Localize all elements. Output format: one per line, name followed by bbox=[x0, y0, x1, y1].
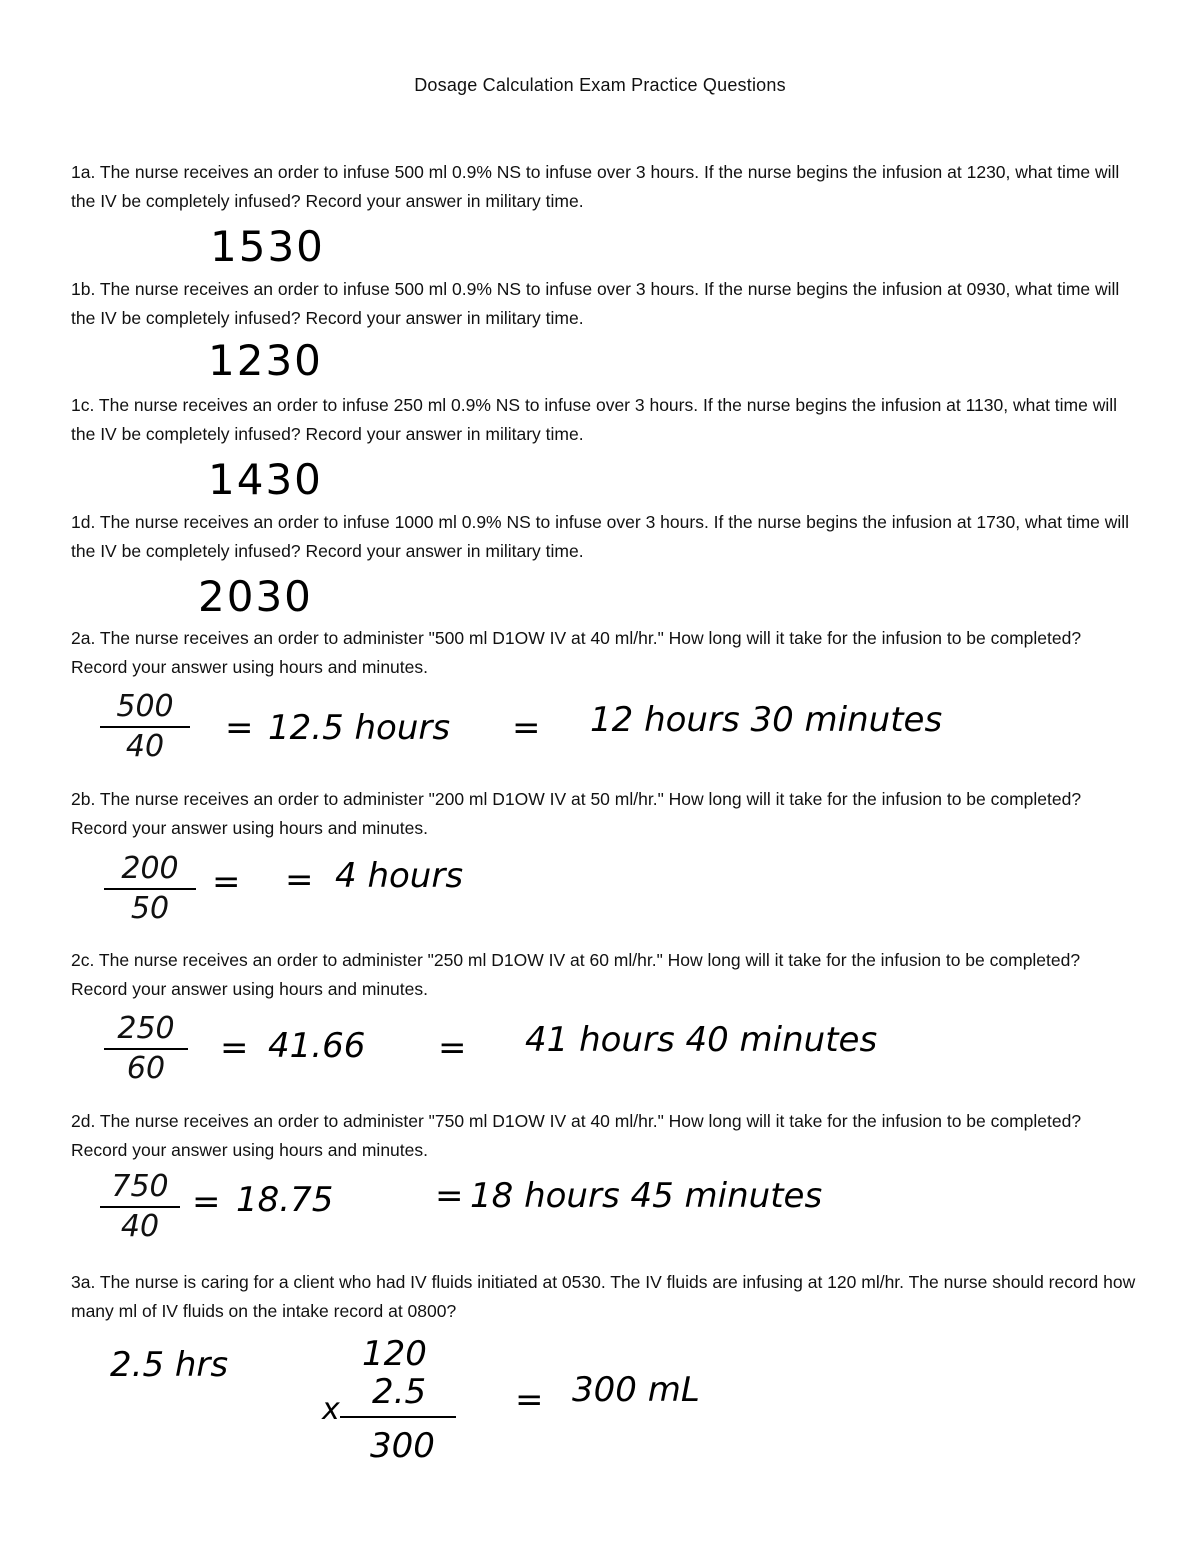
question-2a: 2a. The nurse receives an order to administer "500 ml D1OW IV at 40 ml/hr." How long will it take for the infusion to be completed? Record your answer using hours and minutes. bbox=[71, 628, 1082, 677]
result-2d: 18.75 bbox=[236, 1180, 334, 1220]
numerator: 500 bbox=[116, 689, 174, 724]
fraction-bar bbox=[104, 1048, 188, 1050]
denominator: 50 bbox=[130, 891, 170, 926]
answer-1c: 1430 bbox=[208, 455, 323, 504]
question-1a: 1a. The nurse receives an order to infuse 500 ml 0.9% NS to infuse over 3 hours. If the nurse begins the infusion at 1230, what time will the IV be completely infused? Record your answer in military time. bbox=[71, 162, 1120, 211]
question-1c: 1c. The nurse receives an order to infuse 250 ml 0.9% NS to infuse over 3 hours. If the nurse begins the infusion at 1130, what time will the IV be completely infused? Record your answer in military time. bbox=[71, 395, 1118, 444]
answer-1b: 1230 bbox=[208, 336, 323, 385]
equals-sign: = bbox=[515, 1380, 544, 1420]
fraction-2c bbox=[104, 1012, 188, 1086]
fraction-bar bbox=[104, 888, 196, 890]
fraction-2b bbox=[104, 852, 196, 926]
final-3a: 300 mL bbox=[572, 1370, 700, 1410]
final-2a: 12 hours 30 minutes bbox=[590, 700, 943, 740]
question-2d: 2d. The nurse receives an order to administer "750 ml D1OW IV at 40 ml/hr." How long will it take for the infusion to be completed? Record your answer using hours and minutes. bbox=[71, 1111, 1082, 1160]
numerator: 250 bbox=[117, 1011, 175, 1046]
equals-sign: = bbox=[220, 1028, 249, 1068]
result-2a: 12.5 hours bbox=[268, 708, 451, 748]
denominator: 40 bbox=[125, 729, 165, 764]
numerator: 750 bbox=[111, 1169, 169, 1204]
denominator: 60 bbox=[126, 1051, 166, 1086]
times-sign: x bbox=[322, 1392, 340, 1427]
question-2c: 2c. The nurse receives an order to administer "250 ml D1OW IV at 60 ml/hr." How long will it take for the infusion to be completed? Record your answer using hours and minutes. bbox=[71, 950, 1081, 999]
equals-sign: = bbox=[435, 1176, 464, 1216]
multiplier-3a: 2.5 bbox=[372, 1372, 427, 1412]
final-2b: 4 hours bbox=[335, 856, 464, 896]
numerator: 200 bbox=[121, 851, 179, 886]
fraction-2d bbox=[100, 1170, 180, 1244]
fraction-2a bbox=[100, 690, 190, 764]
page-title: Dosage Calculation Exam Practice Questions bbox=[414, 75, 786, 95]
fraction-bar bbox=[100, 726, 190, 728]
equals-sign: = bbox=[285, 860, 314, 900]
answer-1d: 2030 bbox=[198, 572, 313, 621]
result-2c: 41.66 bbox=[268, 1026, 366, 1066]
question-3a: 3a. The nurse is caring for a client who had IV fluids initiated at 0530. The IV fluids are infusing at 120 ml/hr. The nurse should record how many ml of IV fluids on the intake record at 0800? bbox=[71, 1272, 1136, 1321]
question-2b: 2b. The nurse receives an order to administer "200 ml D1OW IV at 50 ml/hr." How long will it take for the infusion to be completed? Record your answer using hours and minutes. bbox=[71, 789, 1082, 838]
multiplicand-3a: 120 bbox=[362, 1334, 427, 1374]
answer-1a: 1530 bbox=[210, 222, 325, 271]
equals-sign: = bbox=[225, 708, 254, 748]
equals-sign: = bbox=[192, 1182, 221, 1222]
equals-sign: = bbox=[512, 708, 541, 748]
final-2d: 18 hours 45 minutes bbox=[470, 1176, 823, 1216]
question-1b: 1b. The nurse receives an order to infuse 500 ml 0.9% NS to infuse over 3 hours. If the nurse begins the infusion at 0930, what time will the IV be completely infused? Record your answer in military time. bbox=[71, 279, 1120, 328]
fraction-bar bbox=[100, 1206, 180, 1208]
question-1d: 1d. The nurse receives an order to infuse 1000 ml 0.9% NS to infuse over 3 hours. If the nurse begins the infusion at 1730, what time will the IV be completely infused? Record your answer in military time. bbox=[71, 512, 1130, 561]
denominator: 40 bbox=[120, 1209, 160, 1244]
final-2c: 41 hours 40 minutes bbox=[525, 1020, 878, 1060]
equals-sign: = bbox=[212, 862, 241, 902]
sum-line bbox=[340, 1416, 456, 1418]
equals-sign: = bbox=[438, 1028, 467, 1068]
product-3a: 300 bbox=[370, 1426, 435, 1466]
hours-3a: 2.5 hrs bbox=[110, 1345, 229, 1385]
